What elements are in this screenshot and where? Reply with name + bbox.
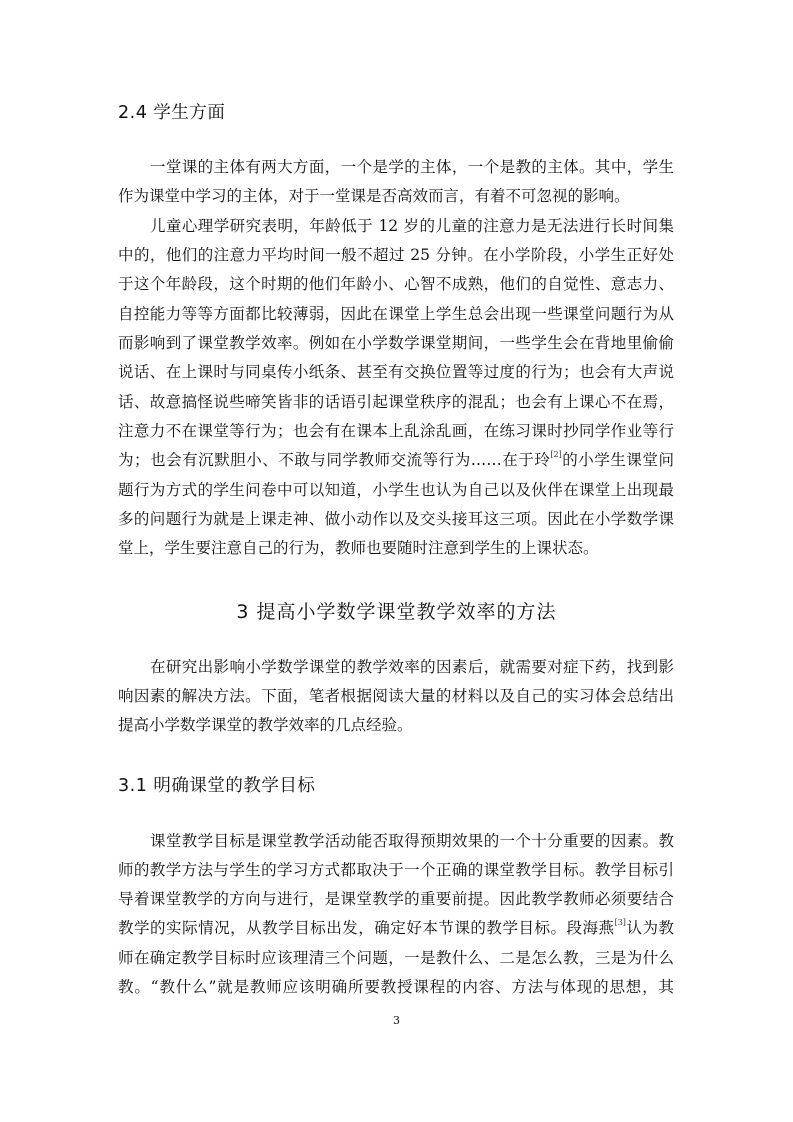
text-line: 注意力不在课堂等行为；也会有在课本上乱涂乱画，在练习课时抄同学作业等行 xyxy=(118,422,674,440)
section-heading-3: 3 提高小学数学课堂教学效率的方法 xyxy=(236,601,557,623)
text-line: 教。“教什么”就是教师应该明确所要教授课程的内容、方法与体现的思想，其 xyxy=(118,978,674,996)
text-segment: 认为教 xyxy=(625,919,674,937)
text-line: 导着课堂教学的方向与进行，是课堂教学的重要前提。因此教学教师必须要结合 xyxy=(118,890,674,908)
text-segment: 为；也会有沉默胆小、不敢与同学教师交流等行为……在于玲 xyxy=(118,451,551,469)
text-line: 一堂课的主体有两大方面，一个是学的主体，一个是教的主体。其中，学生 xyxy=(150,158,674,176)
text-segment: 教学的实际情况，从教学目标出发，确定好本节课的教学目标。段海燕 xyxy=(118,919,615,937)
text-line: 儿童心理学研究表明，年龄低于 12 岁的儿童的注意力是无法进行长时间集 xyxy=(150,217,674,235)
citation-ref: [3] xyxy=(614,918,626,927)
text-line: 在研究出影响小学数学课堂的教学效率的因素后，就需要对症下药，找到影 xyxy=(150,658,674,676)
text-line: 而影响到了课堂教学效率。例如在小学数学课堂期间，一些学生会在背地里偷偷 xyxy=(118,334,674,352)
text-line: 多的问题行为就是上课走神、做小动作以及交头接耳这三项。因此在小学数学课 xyxy=(118,510,674,528)
text-line: 作为课堂中学习的主体，对于一堂课是否高效而言，有着不可忽视的影响。 xyxy=(118,187,630,205)
text-line: 自控能力等等方面都比较薄弱，因此在课堂上学生总会出现一些课堂问题行为从 xyxy=(118,305,674,323)
text-line: 师在确定教学目标时应该理清三个问题，一是教什么、二是怎么教，三是为什么 xyxy=(118,949,674,967)
text-line xyxy=(118,918,674,938)
text-line: 师的教学方法与学生的学习方式都取决于一个正确的课堂教学目标。教学目标引 xyxy=(118,861,674,879)
citation-ref: [2] xyxy=(550,450,562,459)
text-line: 于这个年龄段，这个时期的他们年龄小、心智不成熟，他们的自觉性、意志力、 xyxy=(118,275,674,293)
text-line: 中的，他们的注意力平均时间一般不超过 25 分钟。在小学阶段，小学生正好处 xyxy=(118,246,674,264)
text-line: 说话、在上课时与同桌传小纸条、甚至有交换位置等过度的行为；也会有大声说 xyxy=(118,363,674,381)
text-line: 堂上，学生要注意自己的行为，教师也要随时注意到学生的上课状态。 xyxy=(118,539,599,557)
text-line: 提高小学数学课堂的教学效率的几点经验。 xyxy=(118,716,413,734)
text-line: 课堂教学目标是课堂教学活动能否取得预期效果的一个十分重要的因素。教 xyxy=(150,832,674,850)
text-line: 题行为方式的学生问卷中可以知道，小学生也认为自己以及伙伴在课堂上出现最 xyxy=(118,481,674,499)
section-heading-2-4: 2.4 学生方面 xyxy=(118,103,226,123)
text-line: 话、故意搞怪说些啼笑皆非的话语引起课堂秩序的混乱；也会有上课心不在焉， xyxy=(118,393,674,411)
text-line: 响因素的解决方法。下面，笔者根据阅读大量的材料以及自己的实习体会总结出 xyxy=(118,687,674,705)
text-line xyxy=(118,450,674,470)
page-number: 3 xyxy=(393,1014,400,1027)
text-segment: 的小学生课堂问 xyxy=(561,451,674,469)
section-heading-3-1: 3.1 明确课堂的教学目标 xyxy=(118,776,316,796)
